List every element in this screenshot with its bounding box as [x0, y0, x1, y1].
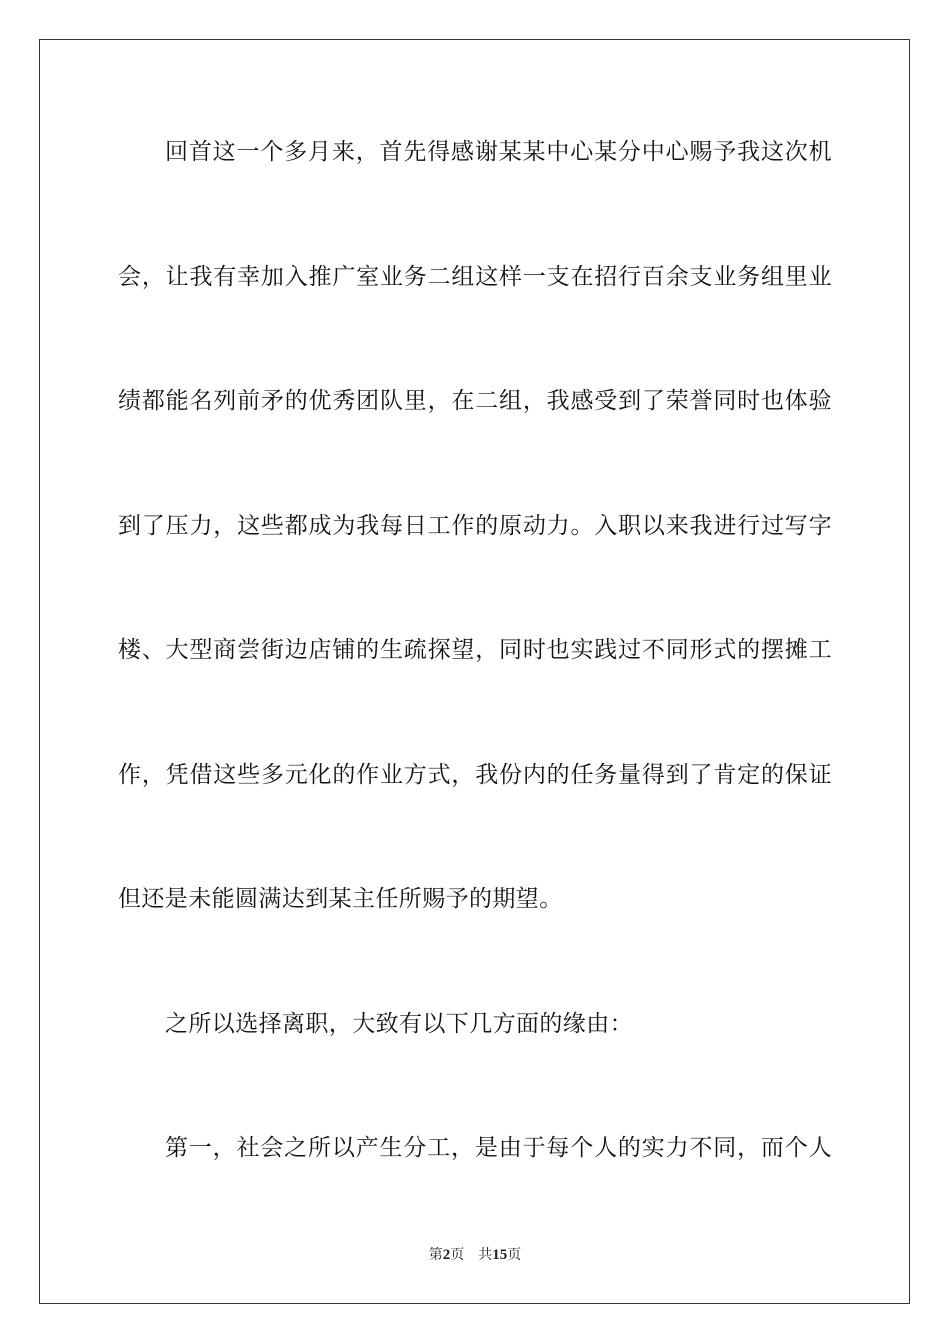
text-line-6: 作，凭借这些多元化的作业方式，我份内的任务量得到了肯定的保证 — [118, 762, 832, 788]
page-border — [39, 39, 910, 1304]
page-number: 2 — [442, 1247, 451, 1263]
text-line-1: 回首这一个多月来，首先得感谢某某中心某分中心赐予我这次机 — [165, 139, 832, 165]
total-pages: 15 — [492, 1247, 508, 1263]
text-line-2: 会，让我有幸加入推广室业务二组这样一支在招行百余支业务组里业 — [118, 264, 832, 290]
text-line-3: 绩都能名列前矛的优秀团队里，在二组，我感受到了荣誉同时也体验 — [118, 388, 832, 414]
total-suffix: 页 — [507, 1247, 522, 1263]
text-line-5: 楼、大型商尝街边店铺的生疏探望，同时也实践过不同形式的摆摊工 — [118, 637, 832, 663]
text-line-7: 但还是未能圆满达到某主任所赐予的期望。 — [118, 886, 563, 912]
page-footer — [0, 1246, 950, 1264]
text-line-4: 到了压力，这些都成为我每日工作的原动力。入职以来我进行过写字 — [118, 513, 832, 539]
total-prefix: 共 — [478, 1247, 493, 1263]
text-line-9: 第一，社会之所以产生分工，是由于每个人的实力不同，而个人 — [165, 1135, 832, 1161]
page-suffix: 页 — [450, 1247, 465, 1263]
text-line-8: 之所以选择离职，大致有以下几方面的缘由： — [165, 1011, 633, 1037]
page-prefix: 第 — [428, 1247, 443, 1263]
